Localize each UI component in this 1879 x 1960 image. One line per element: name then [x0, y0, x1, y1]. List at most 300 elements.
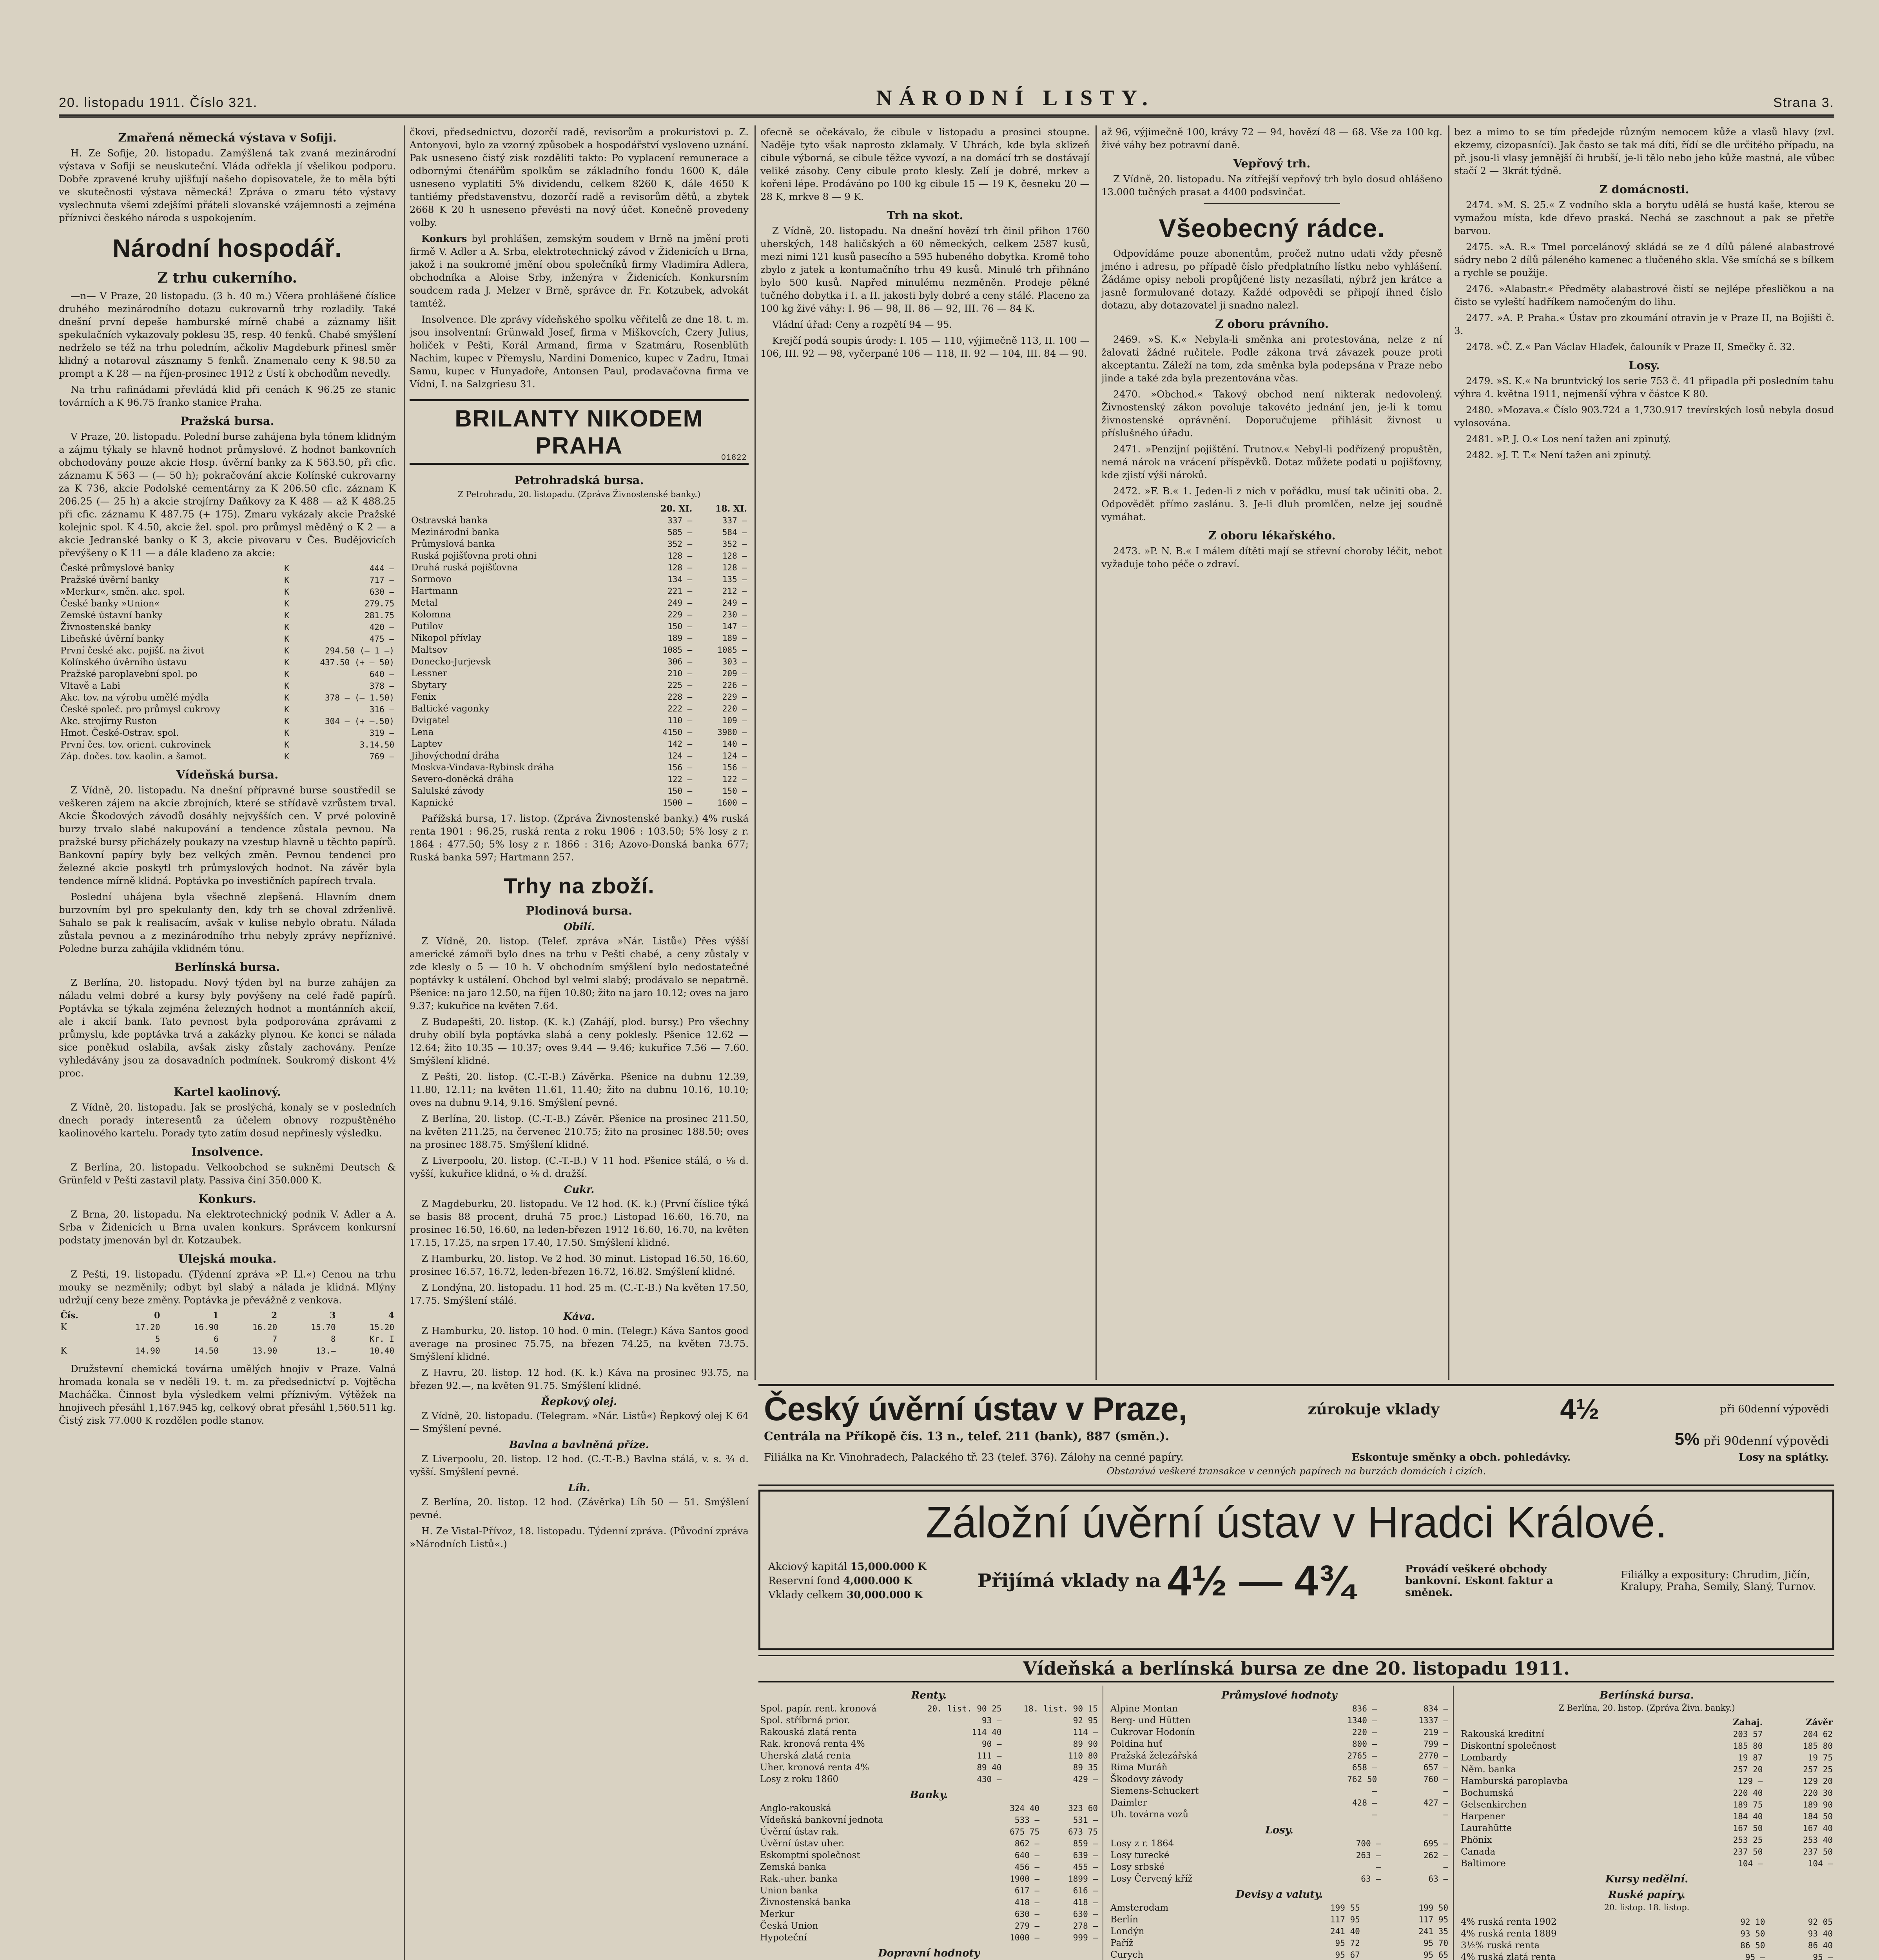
cell-label: Berg- und Hütten	[1110, 1715, 1191, 1726]
article-text: Z Vídně, 20. listop. (Telef. zpráva »Nár. Listů«) Přes výšší americké zámoři bylo dnes na trhu v Pešti chabé, a ceny zůstaly v zde klesly o 5 — 10 h. V obchodním smýšlení bylo nedostatečné poptávky k ustálení. Obchod byl velmi slabý; prodávalo se nepatrně. Pšenice: na jaro 12.50, na říjen 10.80; žito na jaro 10.12; oves na jaro 9.37; kukuřice na květen 7.64.	[410, 935, 749, 1011]
article-text: Odpovídáme pouze abonentům, pročež nutno udati vždy přesně jméno i adresu, po případě číslo předplatního lístku nebo vyhlášení. Žádáme opisy neboli propůjčené listy nezasílati, nýbrž jen krátce a jasně formulované dotazy. Každé odpovědi se připojí ihned číslo dotazu, aby dotazovatel ji snadno nalezl.	[1101, 248, 1442, 311]
article-text: Z Vídně, 20. listopadu. Na dnešní hovězí trh činil přihon 1760 uherských, 148 haličských a 60 německých, celkem 2587 kusů, mezi nimi 121 kusů pasecího a 595 hubeného dobytka. Kromě toho zbylo z jatek a kontumačního trhu 49 kusů. Minulé trh přihnáno bylo 500 kusů. Napřed minulému nezměněn. Prodeje pěkné tučného dobytka i I. a II. jakosti byly dobré a ceny stálé. Placeno za 100 kg živé váhy: I. 96 — 98, II. 86 — 92, III. 76 — 84 K.	[760, 225, 1090, 314]
quote-row	[59, 586, 396, 598]
article-text: Z Magdeburku, 20. listopadu. Ve 12 hod. (K. k.) (První číslice týká se basis 88 procent, druhá 75 proc.) Listopad 16.60, 16.70, na prosinec 16.50, 16.60, na leden-březen 1912 16.60, 16.70, na květen 17.15, 17.25, na srpen 17.40, 17.50. Smýšlení klidné.	[410, 1198, 749, 1248]
cell-value: 585 —	[667, 528, 693, 537]
cell-label: Gelsenkirchen	[1461, 1800, 1527, 1810]
advertisement-cesky-uverni-ustav	[758, 1384, 1834, 1486]
table-title: Kursy nedělní.	[1605, 1873, 1689, 1885]
cell-value: 475 —	[369, 634, 394, 644]
column-5	[1454, 125, 1834, 1376]
cell-value: 717 —	[369, 575, 394, 585]
cell-value: 104 —	[1738, 1859, 1763, 1868]
cell-value: 437.50 (+ — 50)	[320, 658, 394, 667]
cell-value: 220 30	[1803, 1788, 1833, 1798]
cell-label: Alpine Montan	[1110, 1704, 1178, 1714]
cell-value: —	[1443, 1786, 1448, 1796]
cell-value: 63 —	[1428, 1874, 1448, 1884]
section-title: Národní hospodář.	[112, 234, 342, 262]
cell-value: 110 —	[667, 716, 693, 725]
cell-label: Ruská pojišťovna proti ohni	[411, 551, 537, 561]
cell-value: 1085 —	[662, 645, 693, 655]
quote-row	[1109, 1902, 1450, 1914]
article-text: Insolvence. Dle zprávy vídeňského spolku věřitelů ze dne 18. t. m. jsou insolventní: Grünwald Josef, firma v Miškovcích, Czery Julius, holiček v Pešti, Korál Armand, firma v Szatmáru, Rosenblüth Nachim, kupec v Přemyslu, Nardini Domenico, kupec v Zadru, Itmai Samu, kupec v Hunyadoře, Antonsen Paul, prodavačovna firma ve Vídni, I. na Salzgriesu 31.	[410, 314, 749, 390]
table-title: Losy.	[1265, 1824, 1293, 1836]
quote-row	[1109, 1762, 1450, 1773]
cell-label: Hypoteční	[760, 1933, 807, 1943]
cell-value: 185 80	[1803, 1741, 1833, 1751]
ad-label: Akciový kapitál	[768, 1561, 847, 1573]
stock-exchange-header	[758, 1655, 1834, 1682]
quote-row	[1109, 1785, 1450, 1797]
cell-value: 189 75	[1733, 1800, 1763, 1809]
cell-label: Union banka	[760, 1886, 818, 1896]
article-text: Z Liverpoolu, 20. listop. 12 hod. (C.-T.-B.) Bavlna stálá, v. s. ¾ d. vyšší. Smýšlení pevné.	[410, 1453, 749, 1477]
cell-value: 7	[272, 1334, 277, 1344]
cell-label: Pražské úvěrní banky	[60, 575, 159, 585]
cell-value: 114 40	[972, 1728, 1002, 1737]
quote-row	[758, 1738, 1099, 1750]
article-title: Petrohradská bursa.	[514, 474, 644, 487]
cell-label: Uher. kronová renta 4%	[760, 1762, 869, 1773]
cell-value: K	[284, 693, 289, 702]
cell-label: Rakouská zlatá renta	[760, 1727, 857, 1737]
cell-label: První čes. tov. orient. cukrovinek	[60, 740, 211, 750]
cell-value: 150 —	[667, 786, 693, 796]
cell-value: 241 40	[1330, 1927, 1360, 1936]
quote-row	[758, 1838, 1099, 1849]
table-subtitle: 20. listop. 18. listop.	[1604, 1903, 1690, 1912]
cell-label: Hartmann	[411, 586, 458, 596]
column-rule	[755, 125, 756, 1380]
cell-label: Škodovy závody	[1110, 1774, 1183, 1784]
cell-value: K	[284, 670, 289, 679]
cell-value: 16.90	[194, 1323, 219, 1332]
ad-label: Reservní fond	[768, 1575, 840, 1587]
cell-label: Putilov	[411, 621, 443, 632]
cell-value: 278 —	[1073, 1921, 1098, 1931]
cell-label: Živnostenská banka	[760, 1897, 851, 1907]
article-text: H. Ze Vistal-Přívoz, 18. listopadu. Týdenní zpráva. (Původní zpráva »Národních Listů«.)	[410, 1525, 749, 1550]
quote-row	[59, 598, 396, 610]
quote-row	[1459, 1764, 1834, 1775]
cell-value: 430 —	[977, 1775, 1002, 1784]
ad-text: Obstarává veškeré transakce v cenných papírech na burzách domácích i cizích.	[1106, 1466, 1486, 1477]
cell-value: 86 40	[1808, 1941, 1833, 1950]
quote-row	[1109, 1750, 1450, 1762]
cell-label: Harpener	[1461, 1811, 1505, 1822]
cell-value: 156 —	[667, 763, 693, 772]
ad-code: 01822	[721, 453, 747, 462]
cell-value: K	[284, 611, 289, 620]
cell-label: Laurahütte	[1461, 1823, 1512, 1833]
cell-value: 1900 —	[1010, 1874, 1040, 1884]
cell-value: 418 —	[1014, 1898, 1040, 1907]
article-title: Vepřový trh.	[1233, 157, 1311, 170]
column-header: 4	[388, 1310, 394, 1321]
cell-value: 135 —	[722, 575, 747, 584]
quote-row	[410, 632, 749, 644]
article-text: 2477. »A. P. Praha.« Ústav pro zkoumání otravin je v Praze II, na Bojišti č. 3.	[1454, 312, 1834, 336]
article-text: 2478. »Č. Z.« Pan Václav Hlaďek, čalouník v Praze II, Smečky č. 32.	[1466, 341, 1795, 352]
cell-value: 281.75	[365, 611, 394, 620]
cell-value: 167 50	[1733, 1824, 1763, 1833]
quote-row	[1459, 1951, 1834, 1960]
cell-label: Londýn	[1110, 1926, 1144, 1936]
cell-label: Spol. papír. rent. kronová	[760, 1704, 877, 1714]
cell-label: Lessner	[411, 668, 447, 679]
cell-label: Cukrovar Hodonín	[1110, 1727, 1195, 1737]
cell-label: Lombardy	[1461, 1753, 1507, 1763]
cell-value: 700 —	[1356, 1839, 1381, 1848]
cell-label: Laptev	[411, 739, 443, 749]
cell-value: 533 —	[1014, 1815, 1040, 1825]
table-title: Ruské papíry.	[1608, 1889, 1685, 1901]
cell-value: 769 —	[369, 752, 394, 761]
quote-row	[1109, 1861, 1450, 1873]
ad-text: Provádí veškeré obchody bankovní. Eskont faktur a směnek.	[1405, 1563, 1553, 1599]
ad-text: zúrokuje vklady	[1308, 1400, 1440, 1418]
prague-quotes-table	[59, 563, 396, 762]
cell-label: Losy turecké	[1110, 1850, 1170, 1860]
cell-value: 89 40	[977, 1763, 1002, 1772]
stock-col-1	[758, 1686, 1103, 1960]
cell-label: Berlín	[1110, 1915, 1139, 1925]
column-rule	[1095, 125, 1097, 1380]
article-subtitle: Z Petrohradu, 20. listopadu. (Zpráva Živnostenské banky.)	[457, 490, 701, 499]
cell-value: 86 50	[1740, 1941, 1765, 1950]
cell-value: 999 —	[1073, 1933, 1098, 1942]
cell-value: 859 —	[1073, 1839, 1098, 1848]
newspaper-title: NÁRODNÍ LISTY.	[876, 86, 1155, 110]
article-title: Losy.	[1629, 359, 1660, 372]
quote-row	[1109, 1797, 1450, 1809]
article-text: Z Hamburku, 20. listop. Ve 2 hod. 30 minut. Listopad 16.50, 16.60, prosinec 16.57, 16.72, leden-březen 16.72, 16.82. Smýšlení klidné.	[410, 1253, 749, 1277]
ad-text: Filiálky a expositury: Chrudim, Jičín, Kralupy, Praha, Semily, Slaný, Turnov.	[1620, 1569, 1816, 1593]
article-title: Z domácnosti.	[1599, 183, 1689, 196]
cell-label: Uh. továrna vozů	[1110, 1809, 1189, 1820]
cell-value: 323 60	[1068, 1804, 1098, 1813]
quote-row	[1109, 1809, 1450, 1820]
cell-value: 378 —	[369, 681, 394, 691]
cell-value: 10.40	[369, 1346, 394, 1356]
cell-value: 695 —	[1423, 1839, 1448, 1848]
column-header: Čís.	[60, 1310, 78, 1321]
cell-value: 189 90	[1803, 1800, 1833, 1809]
cell-value: 128 —	[667, 551, 693, 561]
article-title: Z oboru lékařského.	[1208, 529, 1336, 542]
quote-row	[758, 1726, 1099, 1738]
cell-value: 114 —	[1073, 1728, 1098, 1737]
cell-value: 862 —	[1014, 1839, 1040, 1848]
cell-label: Moskva-Vindava-Rybinsk dráha	[411, 762, 555, 773]
quote-row	[59, 751, 396, 762]
cell-value: 189 —	[667, 633, 693, 643]
cell-value: 90 —	[981, 1739, 1002, 1749]
cell-value: 93 50	[1740, 1929, 1765, 1938]
quote-row	[758, 1849, 1099, 1861]
quote-row	[59, 645, 396, 657]
column-rule	[404, 125, 405, 1960]
quote-row	[1459, 1811, 1834, 1822]
cell-value: 134 —	[667, 575, 693, 584]
article-text: čkovi, předsednictvu, dozorčí radě, revisorům a prokuristovi p. Z. Antonyovi, bylo za vzorný způsobek a hospodářství vysloveno uznání. Pak usneseno čistý zisk rozděliti takto: Po vyplacení remunerace a odbornými čtenářům spolkům se základního fondu 1600 K, dále usneseno vyplatiti 5% dividendu, celkem 8260 K, dále 4650 K tantiémy představenstvu, dozorčí radě a revisorům dětů, a zbytek 2668 K 20 h usneseno převésti na nový účet. Konečně provedeny volby.	[410, 126, 749, 228]
quote-row	[410, 656, 749, 668]
cell-value: 257 20	[1733, 1765, 1763, 1774]
cell-value: 209 —	[722, 669, 747, 678]
stock-col-3	[1459, 1686, 1834, 1960]
cell-label: Daimler	[1110, 1798, 1147, 1808]
article-text: Pařížská bursa, 17. listop. (Zpráva Živnostenské banky.) 4% ruská renta 1901 : 96.25, ruská renta z roku 1906 : 103.50; 5% losy z r. 1864 : 477.50; 5% losy z r. 1866 : 316; Azovo-Donská banka 677; Ruská banka 597; Hartmann 257.	[410, 813, 749, 863]
cell-value: 184 50	[1803, 1812, 1833, 1821]
table-title: Banky.	[910, 1789, 948, 1801]
cell-label: Metal	[411, 598, 438, 608]
masthead	[59, 74, 1834, 118]
quote-row	[1459, 1775, 1834, 1787]
cell-value: 93 40	[1808, 1929, 1833, 1938]
article-title: Trh na skot.	[887, 209, 963, 222]
quote-row	[1109, 1849, 1450, 1861]
cell-value: 184 40	[1733, 1812, 1763, 1821]
quote-row	[1109, 1773, 1450, 1785]
quote-row	[59, 633, 396, 645]
cell-label: Pražská železářská	[1110, 1751, 1198, 1761]
column-header: 18. XI.	[715, 504, 747, 514]
quote-row	[1459, 1846, 1834, 1858]
quote-row	[59, 680, 396, 692]
cell-value: 124 —	[722, 751, 747, 760]
cell-label: Amsterodam	[1110, 1903, 1169, 1913]
subsection-title: Řepkový olej.	[541, 1396, 617, 1408]
cell-value: 253 25	[1733, 1835, 1763, 1845]
cell-label: Donecko-Jurjevsk	[411, 657, 491, 667]
quote-row	[410, 703, 749, 715]
cell-label	[59, 1333, 103, 1345]
cell-value: 640 —	[369, 670, 394, 679]
cell-label: Losy z roku 1860	[760, 1774, 839, 1784]
cell-label: Akc. tov. na výrobu umělé mýdla	[60, 693, 209, 703]
cell-value: 63 —	[1361, 1874, 1381, 1884]
cell-value: 762 50	[1347, 1775, 1377, 1784]
cell-value: 428 —	[1352, 1798, 1377, 1808]
cell-label: Rakouská kreditní	[1461, 1729, 1544, 1739]
cell-value: 13.—	[316, 1346, 336, 1356]
cell-value: 229 —	[722, 692, 747, 702]
cell-value: 185 80	[1733, 1741, 1763, 1751]
cell-value: 15.70	[311, 1323, 336, 1332]
cell-value: 95 65	[1423, 1950, 1448, 1960]
quote-row	[410, 609, 749, 621]
cell-label: České společ. pro průmysl cukrovy	[60, 704, 220, 715]
subsection-title: Cukr.	[564, 1184, 595, 1196]
cell-label: Spol. stříbrná prior.	[760, 1715, 850, 1726]
quote-row	[758, 1920, 1099, 1932]
column-header: 0	[154, 1310, 160, 1321]
cell-value: 19 87	[1738, 1753, 1763, 1762]
cell-value: 17.20	[135, 1323, 160, 1332]
section-title: Trhy na zboží.	[504, 873, 655, 898]
cell-label: Maltsov	[411, 645, 448, 655]
quote-row	[59, 610, 396, 621]
cell-value: 18. list. 90 15	[1023, 1704, 1098, 1713]
cell-label: První české akc. pojišť. na život	[60, 646, 205, 656]
cell-value: 2770 —	[1418, 1751, 1448, 1760]
cell-label: Bochumská	[1461, 1788, 1514, 1798]
table-title: Berlínská bursa.	[1600, 1690, 1694, 1701]
quote-row	[758, 1814, 1099, 1826]
cell-value: K	[284, 717, 289, 726]
cell-value: 420 —	[369, 622, 394, 632]
quote-row	[410, 750, 749, 762]
cell-label: Salulské závody	[411, 786, 484, 796]
quote-row	[59, 574, 396, 586]
cell-label: K	[60, 1346, 67, 1356]
ad-title: Český úvěrní ústav v Praze,	[764, 1390, 1187, 1427]
article-text: Z Berlína, 20. listopadu. Velkoobchod se sukněmi Deutsch & Grünfeld v Pešti zastavil platy. Passiva činí 350.000 K.	[59, 1161, 396, 1186]
divider	[1204, 203, 1340, 204]
column-rule	[1448, 125, 1449, 1380]
article-text: 2480. »Mozava.« Číslo 903.724 a 1,730.917 trevírských losů nebyla dosud vylosována.	[1454, 404, 1834, 428]
cell-label: Mezinárodní banka	[411, 527, 500, 537]
article-title: Zmařená německá výstava v Sofiji.	[118, 131, 337, 144]
cell-value: 800 —	[1352, 1739, 1377, 1749]
article-text: Družstevní chemická továrna umělých hnojiv v Praze. Valná hromada konala se v neděli 19. t. m. za předsednictví p. Vojtěcha Macháčka. Činnost byla výsledkem velmi příznivým. Výtěžek na hnojivech přesáhl 1,167.945 kg, celkový obrat přesáhl 1,560.511 kg. Čistý zisk 77.000 K rozdělen podle stanov.	[59, 1363, 396, 1426]
quote-row	[758, 1885, 1099, 1896]
cell-label: Phönix	[1461, 1835, 1492, 1845]
quote-row	[1109, 1926, 1450, 1937]
cell-label: Eskomptní společnost	[760, 1850, 860, 1860]
cell-value: 219 —	[1423, 1728, 1448, 1737]
cell-label: Úvěrní ústav uher.	[760, 1838, 845, 1849]
article-text: Z Brna, 20. listopadu. Na elektrotechnický podnik V. Adler a A. Srba v Židenicích u Brna uvalen konkurs. Správcem konkursní podstaty jmenován byl dr. Kotzaubek.	[59, 1209, 396, 1246]
cell-value: —	[1376, 1862, 1381, 1872]
cell-value: 241 35	[1418, 1927, 1448, 1936]
cell-value: 657 —	[1423, 1763, 1448, 1772]
article-text: Z Pešti, 19. listopadu. (Týdenní zpráva »P. Ll.«) Cenou na trhu mouky se nezměnily; odbyt byl slabý a nálada je klidná. Mlýny udržují ceny beze změny. Poptávka je převážně z venkova.	[59, 1269, 396, 1306]
quote-row	[1459, 1752, 1834, 1764]
article-text: bez a mimo to se tím předejde různým nemocem kůže a vlasů hlavy (zvl. ekzemy, cizopasníci). Jak často se tak má díti, řídí se dle určitého případu, na př. jsou-li vlasy jemnější či hrubší, je-li tělo nebo jeho kůže mastná, ale vůbec stačí 2 — 3krát týdně.	[1454, 126, 1834, 176]
cell-value: K	[284, 740, 289, 750]
cell-value: 1340 —	[1347, 1716, 1377, 1725]
cell-label: Lena	[411, 727, 434, 737]
ad-text: BRILANTY NIKODEM PRAHA	[455, 405, 704, 459]
cell-value: 337 —	[667, 516, 693, 525]
quote-row	[410, 679, 749, 691]
cell-value: 378 — (— 1.50)	[325, 693, 394, 702]
ad-title: Záložní úvěrní ústav v Hradci Králové.	[925, 1498, 1667, 1547]
cell-value: 203 57	[1733, 1730, 1763, 1739]
ad-text: Přijímá vklady na	[977, 1570, 1161, 1592]
cell-label: Akc. strojírny Ruston	[60, 716, 157, 726]
cell-value: 456 —	[1014, 1862, 1040, 1872]
article-title: Konkurs.	[198, 1192, 256, 1205]
article-text: Z Berlína, 20. listopadu. Nový týden byl na burze zahájen za náladu velmi dobré a kursy byly povýšeny na celé řadě papírů. Poptávka se týkala zejména železných hodnot a montánních akcií, ale i akcií bank. Tato pevnost byla podporována zprávami z průmyslu, kde poptávka trvá a zakázky plynou. Ke konci se nálada sice poněkud oslabila, avšak zisky zůstaly zachovány. Peníze vyhledávány jsou za dosavadních podmínek. Soukromý diskont 4½ proc.	[59, 977, 396, 1079]
quote-row	[59, 727, 396, 739]
cell-label: Zemské ústavní banky	[60, 610, 163, 621]
cell-label: Poldina huť	[1110, 1739, 1163, 1749]
article-text: Z Havru, 20. listop. 12 hod. (K. k.) Káva na prosinec 93.75, na březen 92.—, na květen 91.75. Smýšlení klidné.	[410, 1367, 749, 1391]
quote-row	[59, 715, 396, 727]
cell-value: 584 —	[722, 528, 747, 537]
cell-value: 128 —	[722, 563, 747, 572]
cell-value: 760 —	[1423, 1775, 1448, 1784]
column-header: Závěr	[1806, 1717, 1833, 1728]
quote-row	[59, 621, 396, 633]
cell-value: 337 —	[722, 516, 747, 525]
article-text: 2469. »S. K.« Nebyla-li směnka ani protestována, nelze z ní žalovati žádné ručitele. Podle zákona trvá závazek pouze proti akceptantu. Záleží na tom, zda směnka byla podepsána v Praze nebo jinde a také zda byla prezentována včas.	[1101, 334, 1442, 384]
cell-value: 14.90	[135, 1346, 160, 1356]
cell-label: Zemská banka	[760, 1862, 827, 1872]
quote-row	[410, 668, 749, 679]
cell-label: Canada	[1461, 1847, 1496, 1857]
article-text: Na trhu rafinádami převládá klid při cenách K 96.25 ze stanic továrních a K 96.75 franko stanice Praha.	[59, 384, 396, 408]
advertisement-zalozni-ustav	[758, 1490, 1834, 1650]
cell-value: 167 40	[1803, 1824, 1833, 1833]
cell-value: 95 67	[1335, 1950, 1360, 1960]
cell-value: 1600 —	[717, 798, 747, 808]
article-text: 2479. »S. K.« Na bruntvický los serie 753 č. 41 připadla při posledním tahu výhra 4. května 1911, nejmenší výhra v částce K 80.	[1454, 375, 1834, 399]
cell-value: 324 40	[1010, 1804, 1040, 1813]
article-text: 2473. »P. N. B.« I málem dítěti mají se střevní choroby léčit, nebot vyžaduje toho péče o zdraví.	[1101, 545, 1442, 570]
cell-value: 249 —	[667, 598, 693, 608]
article-text: Z Berlína, 20. listop. (C.-T.-B.) Závěr. Pšenice na prosinec 211.50, na květen 211.25, na červenec 210.75; žito na prosinec 188.50; oves na prosinec 188.75. Smýšlení klidné.	[410, 1113, 749, 1150]
cell-value: 1000 —	[1010, 1933, 1040, 1942]
cell-value: 117 95	[1418, 1915, 1448, 1924]
cell-value: 6	[214, 1334, 219, 1344]
quote-row	[410, 538, 749, 550]
quote-row	[1109, 1838, 1450, 1849]
cell-value: 303 —	[722, 657, 747, 666]
article-text: Z Hamburku, 20. listop. 10 hod. 0 min. (Telegr.) Káva Santos good average na prosinec 75.75, na březen 74.25, na květen 73.75. Smýšlení klidné.	[410, 1325, 749, 1362]
cell-label: Paříž	[1110, 1938, 1134, 1948]
cell-value: 5	[155, 1334, 160, 1344]
article-text: Krejčí podá soupis úrody: I. 105 — 110, výjimečně 113, II. 100 — 106, III. 92 — 98, vyčerpané 106 — 118, II. 92 — 104, III. 84 — 90.	[760, 335, 1090, 359]
quote-row	[410, 573, 749, 585]
table-title: Renty.	[911, 1690, 947, 1701]
cell-value: 262 —	[1423, 1851, 1448, 1860]
cell-label: Fenix	[411, 692, 436, 702]
subsection-title: Líh.	[568, 1482, 590, 1494]
table-title: Dopravní hodnoty	[878, 1947, 980, 1959]
cell-value: 630 —	[1073, 1909, 1098, 1919]
article-title: Kartel kaolinový.	[174, 1085, 281, 1098]
cell-label: Uherská zlatá renta	[760, 1751, 851, 1761]
cell-label: Živnostenské banky	[60, 622, 151, 632]
quote-row	[410, 726, 749, 738]
article-title: Ulejská mouka.	[178, 1252, 277, 1265]
column-header	[1459, 1717, 1694, 1728]
cell-label: Záp. dočes. tov. kaolin. a šamot.	[60, 751, 207, 762]
cell-value: K	[284, 575, 289, 585]
cell-value: 319 —	[369, 728, 394, 738]
cell-value: 156 —	[722, 763, 747, 772]
cell-value: 92 95	[1073, 1716, 1098, 1725]
column-header: 1	[212, 1310, 219, 1321]
column-1	[59, 125, 396, 1960]
cell-value: K	[284, 634, 289, 644]
article-title: Z oboru právního.	[1215, 317, 1329, 330]
article-title: Vídeňská bursa.	[176, 768, 279, 781]
subsection-title: Káva.	[563, 1311, 595, 1323]
quote-row	[410, 762, 749, 773]
cell-value: K	[284, 622, 289, 632]
cell-value: 220 40	[1733, 1788, 1763, 1798]
quote-row	[59, 704, 396, 715]
cell-value: 95 —	[1813, 1953, 1833, 1960]
article-text: Poslední uhájena byla všechně zlepšená. Hlavním dnem burzovním byl pro spekulanty den, kdy trh se choval zdrženlivě. Sahalo se pak k realisacím, avšak v kulise nebylo obratu. Nálada zůstala pevnou a z mezinárodního trhu nebyly zprávy nepříznivé. Poledne burza zahájila vklidném tónu.	[59, 891, 396, 954]
cell-value: 142 —	[667, 739, 693, 749]
quote-row	[1459, 1787, 1834, 1799]
